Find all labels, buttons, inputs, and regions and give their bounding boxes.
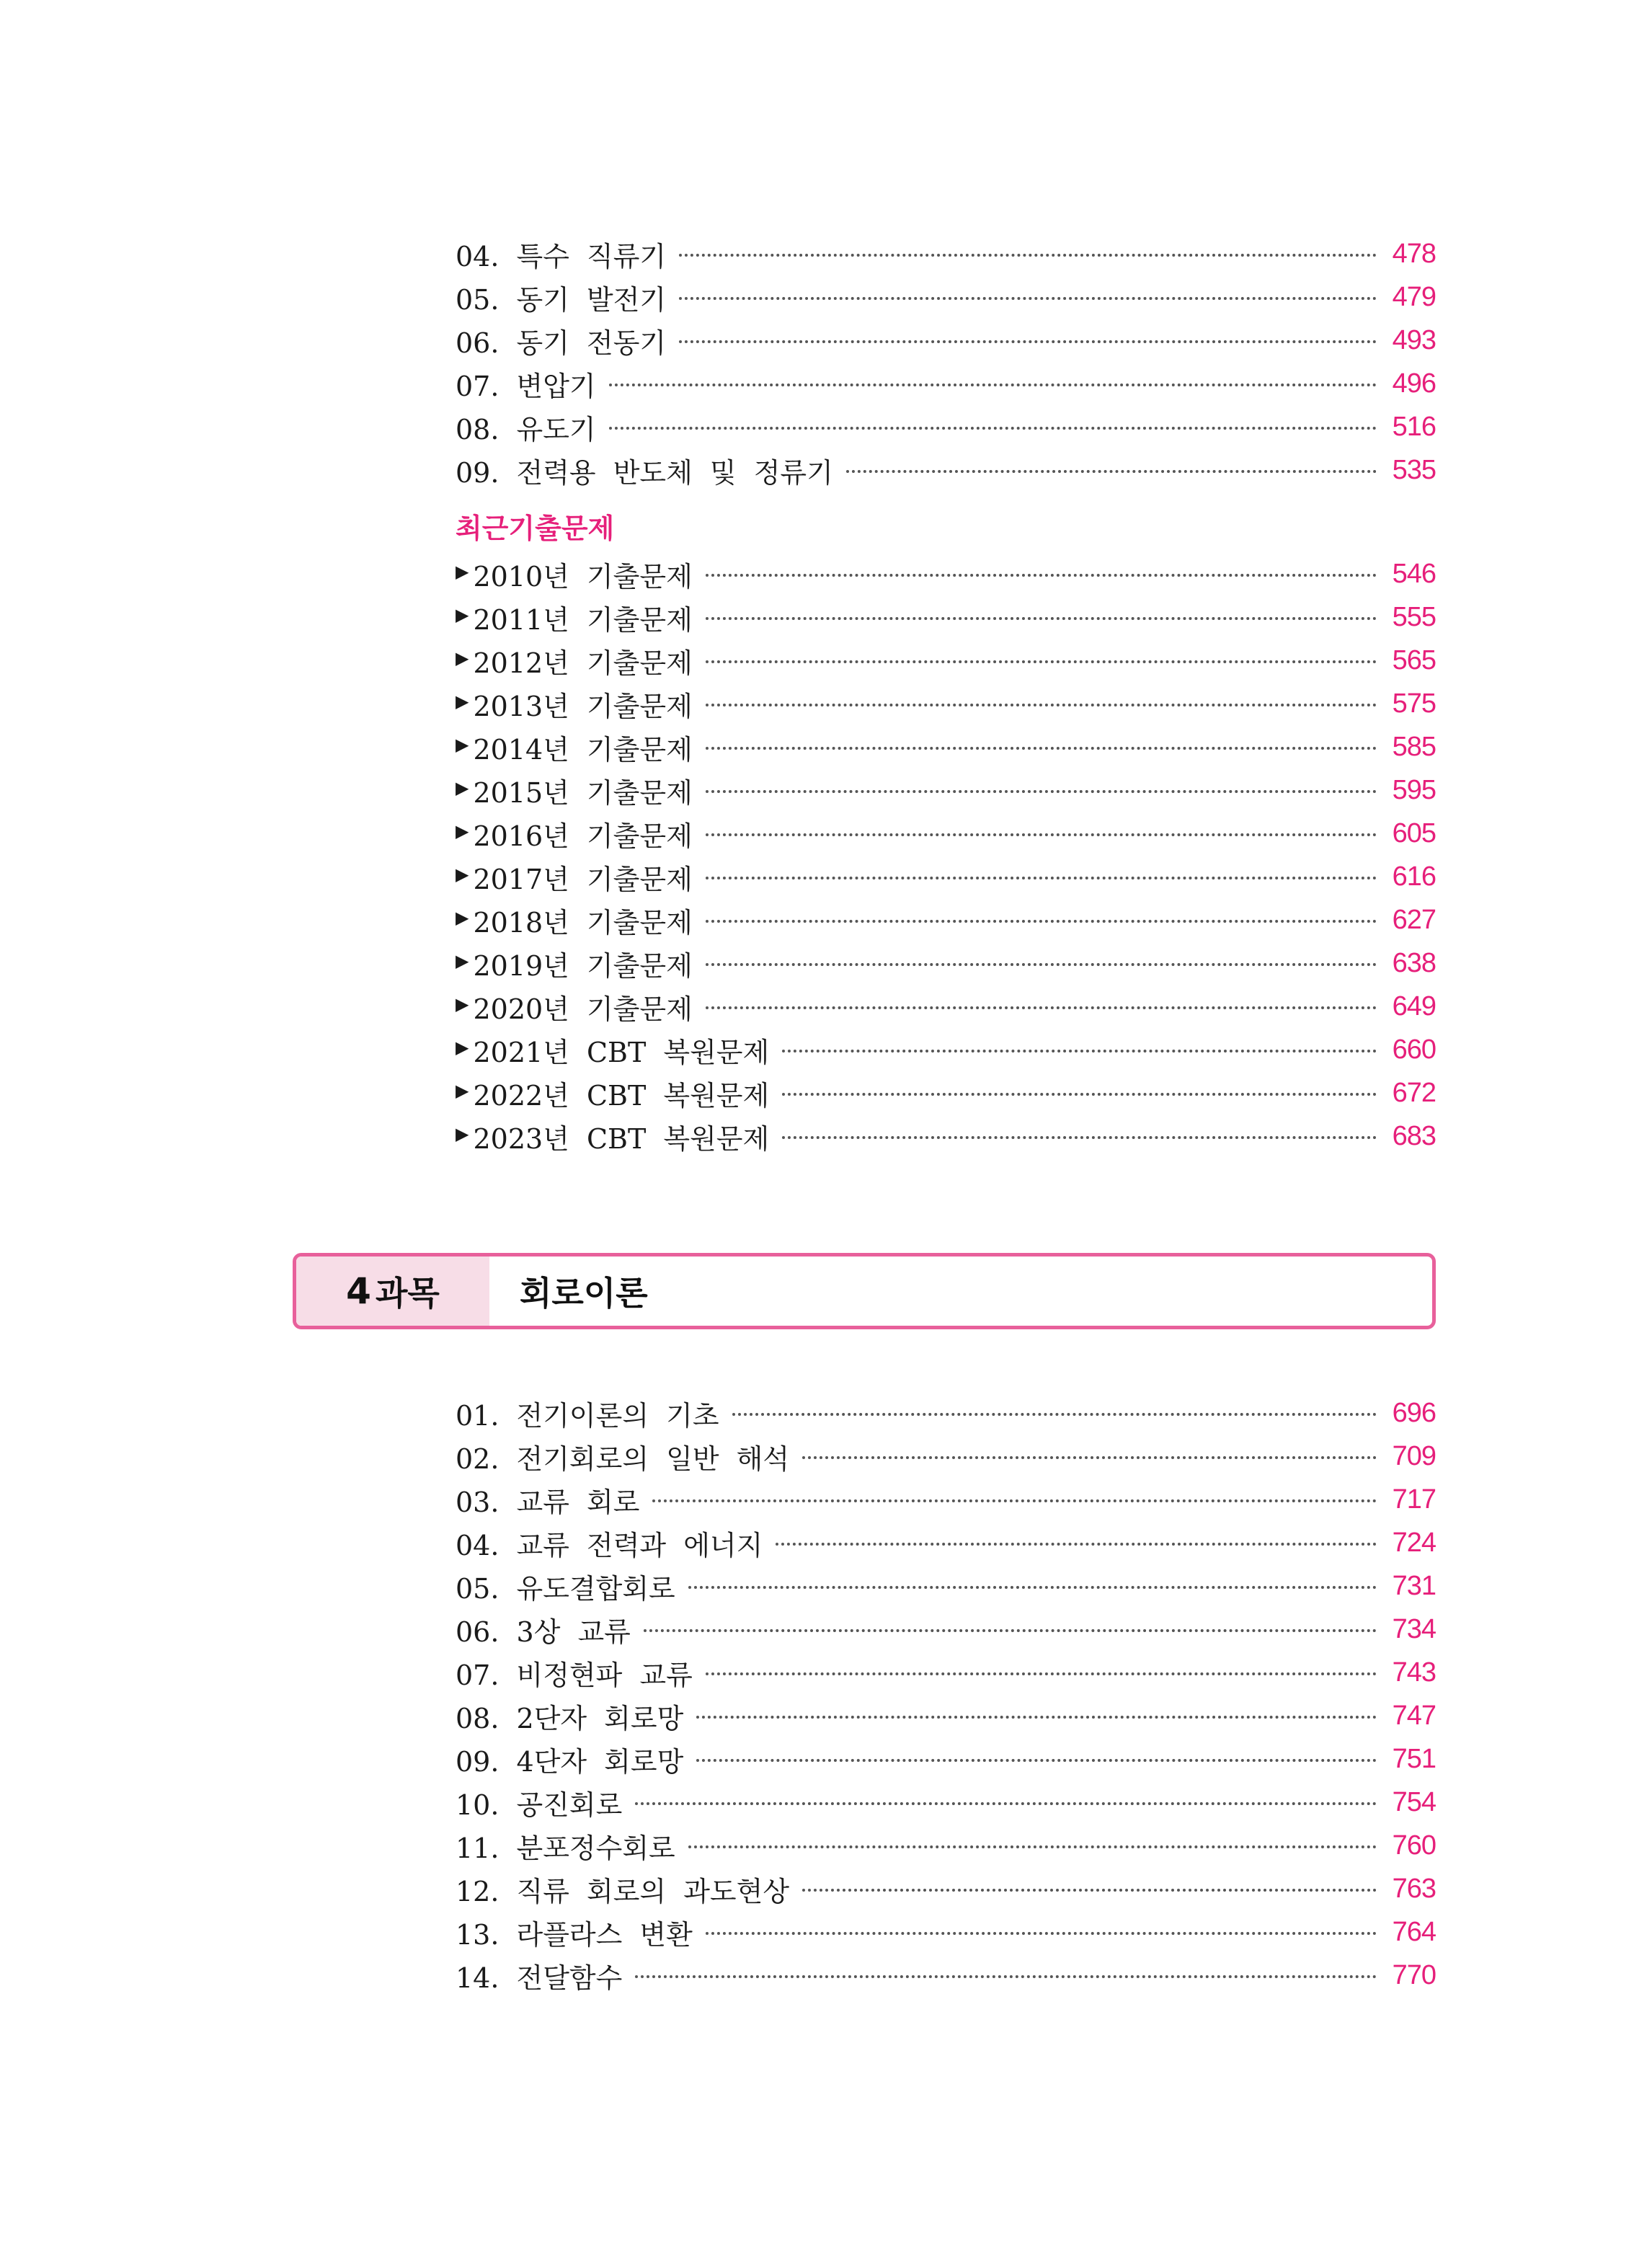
- toc-row[interactable]: [456, 595, 1436, 639]
- toc-page: 734: [1392, 1613, 1436, 1644]
- leader-dots: [706, 1672, 1377, 1675]
- toc-row[interactable]: [456, 1478, 1436, 1521]
- toc-row[interactable]: [456, 812, 1436, 855]
- toc-page: 743: [1392, 1657, 1436, 1688]
- leader-dots: [706, 747, 1377, 750]
- toc-label: 08. 2단자 회로망: [456, 1702, 684, 1734]
- triangle-right-icon: ▶: [456, 821, 469, 841]
- toc-row[interactable]: [456, 855, 1436, 898]
- toc-row[interactable]: [456, 319, 1436, 362]
- toc-page: 575: [1392, 688, 1436, 719]
- toc-page: 565: [1392, 644, 1436, 675]
- toc-row[interactable]: [456, 552, 1436, 595]
- toc-label: 2017년 기출문제: [473, 863, 693, 895]
- toc-page: 585: [1392, 731, 1436, 762]
- leader-dots: [696, 1716, 1377, 1719]
- toc-page: 479: [1392, 281, 1436, 312]
- leader-dots: [679, 340, 1377, 343]
- toc-row[interactable]: [456, 405, 1436, 448]
- toc-page: 493: [1392, 324, 1436, 355]
- toc-row[interactable]: [456, 1521, 1436, 1564]
- toc-page: 760: [1392, 1830, 1436, 1861]
- leader-dots: [802, 1456, 1377, 1459]
- toc-page: 616: [1392, 861, 1436, 892]
- toc-page: 763: [1392, 1873, 1436, 1904]
- leader-dots: [706, 920, 1377, 923]
- toc-row[interactable]: [456, 768, 1436, 812]
- chapter-title: 회로이론: [520, 1274, 648, 1313]
- triangle-right-icon: ▶: [456, 735, 469, 755]
- toc-list-recent-exams: [456, 552, 1436, 1158]
- triangle-right-icon: ▶: [456, 691, 469, 712]
- leader-dots: [609, 427, 1377, 430]
- toc-page: 751: [1392, 1743, 1436, 1774]
- toc-label: 06. 동기 전동기: [456, 327, 667, 359]
- toc-row[interactable]: [456, 1781, 1436, 1824]
- toc-page: 672: [1392, 1077, 1436, 1108]
- triangle-right-icon: ▶: [456, 951, 469, 971]
- leader-dots: [635, 1802, 1377, 1805]
- toc-page: 764: [1392, 1916, 1436, 1947]
- toc-row[interactable]: [456, 448, 1436, 492]
- toc-label: 09. 전력용 반도체 및 정류기: [456, 456, 833, 489]
- toc-row[interactable]: [456, 232, 1436, 275]
- leader-dots: [706, 790, 1377, 793]
- toc-label: 2012년 기출문제: [473, 647, 693, 679]
- leader-dots: [706, 574, 1377, 577]
- toc-label: 14. 전달함수: [456, 1962, 623, 1994]
- toc-page: 717: [1392, 1484, 1436, 1515]
- leader-dots: [782, 1093, 1377, 1096]
- toc-label: 04. 교류 전력과 에너지: [456, 1529, 763, 1561]
- toc-page: 496: [1392, 368, 1436, 399]
- chapter-tag: [296, 1257, 489, 1326]
- leader-dots: [644, 1629, 1377, 1632]
- toc-label: 07. 비정현파 교류: [456, 1659, 693, 1691]
- chapter-suffix: 과목: [375, 1274, 440, 1313]
- leader-dots: [802, 1889, 1377, 1892]
- toc-label: 08. 유도기: [456, 413, 596, 446]
- toc-row[interactable]: [456, 1867, 1436, 1910]
- toc-row[interactable]: [456, 1651, 1436, 1694]
- leader-dots: [696, 1759, 1377, 1762]
- toc-row[interactable]: [456, 1114, 1436, 1158]
- chapter-header: [293, 1253, 1436, 1329]
- toc-label: 02. 전기회로의 일반 해석: [456, 1442, 790, 1475]
- leader-dots: [846, 470, 1377, 473]
- toc-label: 07. 변압기: [456, 370, 596, 402]
- toc-page: 555: [1392, 601, 1436, 632]
- toc-row[interactable]: [456, 362, 1436, 405]
- triangle-right-icon: ▶: [456, 778, 469, 798]
- toc-page: 546: [1392, 558, 1436, 589]
- toc-label: 2019년 기출문제: [473, 949, 693, 982]
- toc-row[interactable]: [456, 639, 1436, 682]
- toc-label: 2010년 기출문제: [473, 560, 693, 593]
- toc-row[interactable]: [456, 1435, 1436, 1478]
- toc-row[interactable]: [456, 1694, 1436, 1737]
- leader-dots: [706, 963, 1377, 966]
- triangle-right-icon: ▶: [456, 864, 469, 885]
- toc-row[interactable]: [456, 898, 1436, 941]
- toc-row[interactable]: [456, 1564, 1436, 1608]
- leader-dots: [782, 1136, 1377, 1139]
- toc-label: 2022년 CBT 복원문제: [473, 1079, 770, 1112]
- leader-dots: [706, 660, 1377, 663]
- toc-page: 516: [1392, 411, 1436, 442]
- leader-dots: [706, 617, 1377, 620]
- toc-label: 04. 특수 직류기: [456, 240, 667, 272]
- toc-label: 2011년 기출문제: [473, 603, 693, 636]
- toc-label: 2015년 기출문제: [473, 776, 693, 809]
- toc-row[interactable]: [456, 725, 1436, 768]
- toc-list-machines: [456, 232, 1436, 492]
- toc-label: 2016년 기출문제: [473, 820, 693, 852]
- toc-page: 605: [1392, 817, 1436, 848]
- toc-label: 12. 직류 회로의 과도현상: [456, 1875, 790, 1907]
- toc-row[interactable]: [456, 1028, 1436, 1071]
- triangle-right-icon: ▶: [456, 908, 469, 928]
- toc-row[interactable]: [456, 1954, 1436, 1997]
- toc-page: 683: [1392, 1120, 1436, 1151]
- leader-dots: [609, 384, 1377, 386]
- toc-label: 06. 3상 교류: [456, 1616, 631, 1648]
- leader-dots: [679, 297, 1377, 300]
- toc-row[interactable]: [456, 1071, 1436, 1114]
- toc-label: 05. 유도결합회로: [456, 1572, 675, 1605]
- toc-page: 660: [1392, 1034, 1436, 1065]
- toc-page: 770: [1392, 1959, 1436, 1990]
- toc-page: 638: [1392, 947, 1436, 978]
- triangle-right-icon: ▶: [456, 1081, 469, 1101]
- leader-dots: [782, 1050, 1377, 1052]
- toc-label: 09. 4단자 회로망: [456, 1745, 684, 1778]
- toc-row[interactable]: [456, 682, 1436, 725]
- leader-dots: [706, 1932, 1377, 1935]
- toc-label: 2020년 기출문제: [473, 993, 693, 1025]
- leader-dots: [679, 254, 1377, 257]
- triangle-right-icon: ▶: [456, 648, 469, 668]
- triangle-right-icon: ▶: [456, 1037, 469, 1058]
- triangle-right-icon: ▶: [456, 605, 469, 625]
- toc-row[interactable]: [456, 1824, 1436, 1867]
- toc-list-circuit-theory: [456, 1391, 1436, 1997]
- toc-label: 2021년 CBT 복원문제: [473, 1036, 770, 1068]
- triangle-right-icon: ▶: [456, 1124, 469, 1144]
- chapter-number: 4: [346, 1270, 371, 1312]
- leader-dots: [635, 1975, 1377, 1978]
- toc-page: 747: [1392, 1700, 1436, 1731]
- toc-row[interactable]: [456, 1391, 1436, 1435]
- toc-label: 2023년 CBT 복원문제: [473, 1122, 770, 1155]
- toc-page: 649: [1392, 990, 1436, 1021]
- leader-dots: [706, 877, 1377, 879]
- toc-page: 754: [1392, 1786, 1436, 1817]
- toc-label: 2013년 기출문제: [473, 690, 693, 722]
- triangle-right-icon: ▶: [456, 562, 469, 582]
- toc-page: 731: [1392, 1570, 1436, 1601]
- leader-dots: [652, 1499, 1377, 1502]
- toc-page: 535: [1392, 454, 1436, 485]
- toc-row[interactable]: [456, 941, 1436, 985]
- leader-dots: [688, 1586, 1377, 1589]
- leader-dots: [706, 833, 1377, 836]
- triangle-right-icon: ▶: [456, 994, 469, 1014]
- leader-dots: [732, 1413, 1377, 1416]
- toc-label: 2014년 기출문제: [473, 733, 693, 766]
- leader-dots: [776, 1543, 1377, 1546]
- toc-page: 724: [1392, 1527, 1436, 1558]
- leader-dots: [688, 1845, 1377, 1848]
- leader-dots: [706, 1006, 1377, 1009]
- toc-page: 595: [1392, 774, 1436, 805]
- toc-page: 709: [1392, 1440, 1436, 1471]
- toc-label: 03. 교류 회로: [456, 1486, 640, 1518]
- toc-label: 05. 동기 발전기: [456, 283, 667, 316]
- section-title-recent-exams: 최근기출문제: [456, 513, 615, 544]
- toc-label: 11. 분포정수회로: [456, 1832, 675, 1864]
- toc-row[interactable]: [456, 1910, 1436, 1954]
- leader-dots: [706, 704, 1377, 706]
- toc-row[interactable]: [456, 985, 1436, 1028]
- toc-row[interactable]: [456, 275, 1436, 319]
- toc-page: 627: [1392, 904, 1436, 935]
- toc-row[interactable]: [456, 1608, 1436, 1651]
- toc-label: 10. 공진회로: [456, 1789, 623, 1821]
- toc-label: 13. 라플라스 변환: [456, 1918, 693, 1951]
- toc-row[interactable]: [456, 1737, 1436, 1781]
- toc-page: 478: [1392, 238, 1436, 269]
- toc-label: 2018년 기출문제: [473, 906, 693, 939]
- toc-page: 696: [1392, 1397, 1436, 1428]
- toc-label: 01. 전기이론의 기초: [456, 1399, 719, 1432]
